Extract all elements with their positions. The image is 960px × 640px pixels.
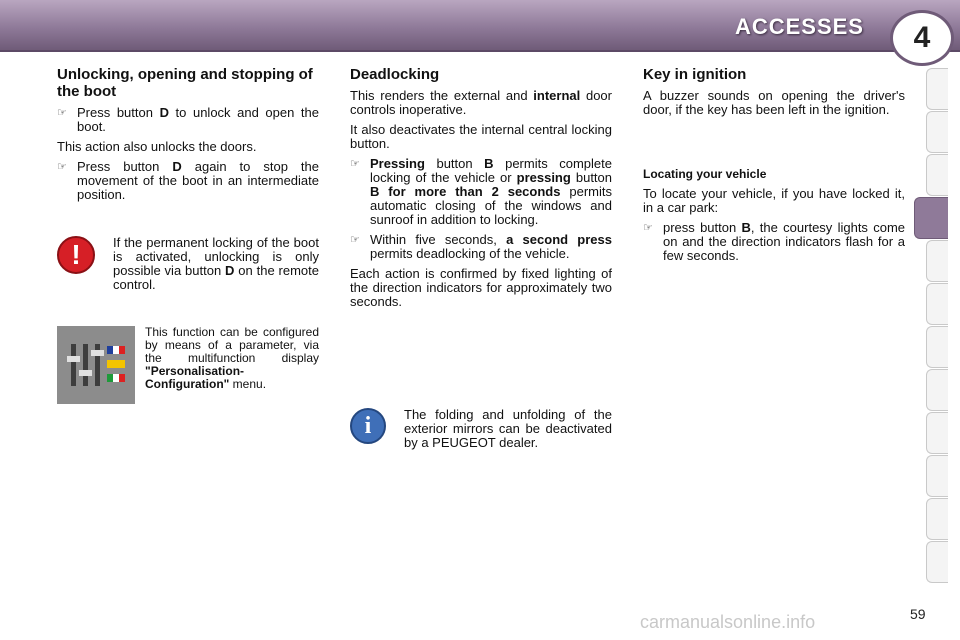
- chapter-tab: [926, 541, 948, 583]
- pointing-hand-icon: ☞: [350, 234, 360, 246]
- header-underline: [0, 50, 960, 52]
- list-item: ☞ Pressing button B permits complete locking of the vehicle or pressing button B for more than 2 seconds permits automatic closing of the windows and sunroof in addition to locking.: [350, 156, 612, 227]
- info-icon: i: [350, 408, 386, 444]
- section-title-boot: Unlocking, opening and stopping of the boot: [57, 66, 313, 100]
- paragraph: This renders the external and internal door controls inoperative.: [350, 88, 612, 117]
- exclamation-icon: !: [57, 236, 95, 274]
- chapter-title: ACCESSES: [734, 14, 864, 39]
- subsection-title-locating: Locating your vehicle: [643, 167, 767, 181]
- chapter-tab-active: [914, 197, 948, 239]
- warning-text: If the permanent locking of the boot is activated, unlocking is only possible via button D on the remote control.: [113, 235, 320, 292]
- chapter-tab: [926, 412, 948, 454]
- column-deadlocking: [350, 66, 612, 315]
- config-text: This function can be configured by means of a parameter, via the multifunction display "Personalisation-Configuration" menu.: [145, 325, 319, 391]
- chapter-tab: [926, 283, 948, 325]
- paragraph: This action also unlocks the doors.: [57, 139, 257, 154]
- list-item: ☞ press button B, the courtesy lights come on and the direction indicators flash for a few seconds.: [643, 220, 906, 263]
- info-text: The folding and unfolding of the exterior mirrors can be deactivated by a PEUGEOT dealer.: [404, 407, 612, 450]
- chapter-tabs: [926, 68, 948, 574]
- page-number: 59: [910, 606, 926, 622]
- column-boot: [57, 66, 319, 208]
- config-notice: [57, 326, 319, 404]
- pointing-hand-icon: ☞: [57, 161, 67, 173]
- chapter-tab: [926, 498, 948, 540]
- chapter-number-badge: 4: [890, 10, 954, 66]
- chapter-tab: [926, 240, 948, 282]
- list-item: ☞ Within five seconds, a second press permits deadlocking of the vehicle.: [350, 232, 612, 261]
- paragraph: A buzzer sounds on opening the driver's door, if the key has been left in the ignition.: [643, 88, 905, 117]
- info-notice: [350, 408, 612, 450]
- list-item: ☞ Press button D to unlock and open the boot.: [57, 105, 319, 134]
- chapter-tab: [926, 154, 948, 196]
- paragraph: It also deactivates the internal central locking button.: [350, 122, 612, 151]
- pointing-hand-icon: ☞: [350, 158, 360, 170]
- list-item: ☞ Press button D again to stop the movement of the boot in an intermediate position.: [57, 159, 319, 202]
- paragraph: Each action is confirmed by fixed lighting of the direction indicators for approximately two seconds.: [350, 266, 612, 309]
- chapter-tab: [926, 111, 948, 153]
- column-key-ignition: [643, 66, 905, 269]
- chapter-tab: [926, 68, 948, 110]
- section-title-key-ignition: Key in ignition: [643, 66, 747, 83]
- section-title-deadlocking: Deadlocking: [350, 66, 440, 83]
- warning-notice: [57, 236, 319, 292]
- pointing-hand-icon: ☞: [643, 222, 653, 234]
- pointing-hand-icon: ☞: [57, 107, 67, 119]
- watermark: carmanualsonline.info: [640, 612, 816, 632]
- chapter-tab: [926, 326, 948, 368]
- chapter-tab: [926, 369, 948, 411]
- equalizer-settings-icon: [57, 326, 135, 404]
- chapter-tab: [926, 455, 948, 497]
- paragraph: To locate your vehicle, if you have locked it, in a car park:: [643, 186, 905, 215]
